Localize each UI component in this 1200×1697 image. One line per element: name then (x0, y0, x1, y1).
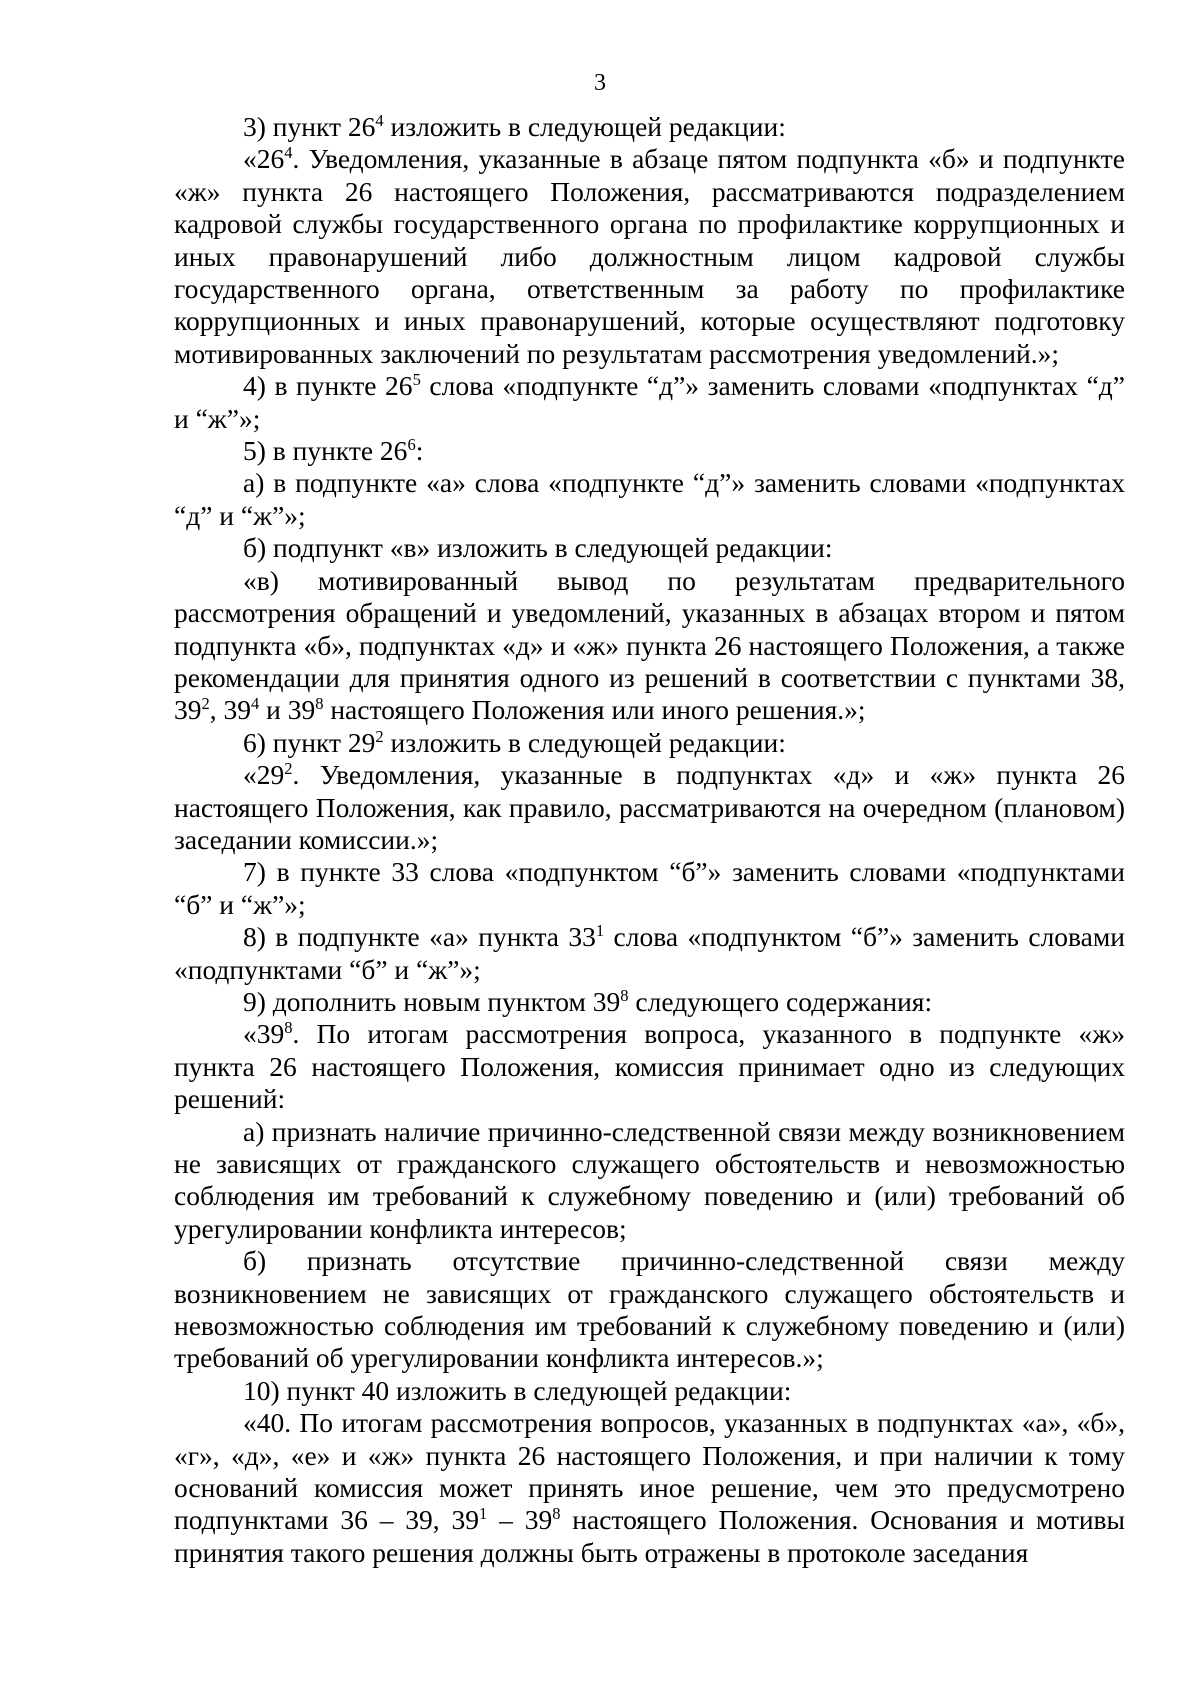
text-run: , 39 (209, 694, 251, 726)
text-run: 10) пункт 40 изложить в следующей редакции: (243, 1374, 792, 1406)
text-run: настоящего Положения. Основания и мотивы принятия такого решения должны быть отражены в протоколе заседания (174, 1504, 1126, 1568)
text-run: а) в подпункте «а» слова «подпункте “д”» заменить словами «подпунктах “д” и “ж”»; (174, 467, 1125, 531)
paragraph (174, 370, 1125, 435)
text-run: : (415, 435, 424, 467)
text-run: настоящего Положения или иного решения.»; (323, 694, 866, 726)
superscript: 8 (620, 986, 629, 1006)
text-run: – 39 (487, 1504, 553, 1536)
text-run: 6) пункт 29 (243, 726, 376, 758)
text-run: . Уведомления, указанные в абзаце пятом подпункта «б» и подпункте «ж» пункта 26 настоящего Положения, рассматриваются подразделением кадровой службы государственного органа по профилактике коррупционных и иных правонарушений либо должностным лицом кадровой службы государственного органа, ответственным за работу по профилактике коррупционных и иных правонарушений, которые осуществляют подготовку мотивированных заключений по результатам рассмотрения уведомлений.»; (174, 143, 1125, 369)
text-run: б) подпункт «в» изложить в следующей редакции: (243, 532, 833, 564)
superscript: 2 (201, 694, 210, 714)
superscript: 8 (284, 1018, 293, 1038)
text-run: и 39 (259, 694, 316, 726)
text-run: «40. По итогам рассмотрения вопросов, указанных в подпунктах «а», «б», «г», «д», «е» и «ж» пункта 26 настоящего Положения, и при наличии к тому оснований комиссия может принять иное решение, чем это предусмотрено подпунктами 36 – 39, 39 (174, 1407, 1125, 1536)
text-run: слова «подпунктом “б”» заменить словами «подпунктами “б” и “ж”»; (174, 921, 1125, 985)
page-number: 3 (594, 70, 606, 96)
superscript: 1 (479, 1504, 488, 1524)
paragraph (174, 143, 1125, 370)
superscript: 8 (552, 1504, 561, 1524)
text-run: «39 (243, 1018, 285, 1050)
text-run: 3) пункт 26 (243, 111, 376, 142)
superscript: 1 (595, 921, 605, 941)
text-run: 5) в пункте 26 (243, 435, 408, 467)
superscript: 2 (284, 759, 293, 779)
document-body (174, 111, 1125, 1569)
text-run: а) признать наличие причинно-следственной связи между возникновением не зависящих от гражданского служащего обстоятельств и невозможностью соблюдения им требований к служебному поведению и (или) требований об урегулировании конфликта интересов; (174, 1115, 1125, 1244)
paragraph (174, 921, 1125, 986)
text-run: . Уведомления, указанные в подпунктах «д» и «ж» пункта 26 настоящего Положения, как правило, рассматриваются на очередном (плановом) заседании комиссии.»; (174, 759, 1125, 855)
superscript: 4 (375, 111, 384, 131)
text-run: изложить в следующей редакции: (383, 111, 786, 142)
paragraph (174, 856, 1125, 921)
text-run: слова «подпункте “д”» заменить словами «подпунктах “д” и “ж”»; (174, 370, 1125, 434)
paragraph (174, 1375, 1125, 1407)
paragraph (174, 467, 1125, 532)
paragraph (174, 111, 1125, 143)
superscript: 4 (284, 143, 293, 163)
text-run: 9) дополнить новым пунктом 39 (243, 985, 621, 1017)
paragraph (174, 1018, 1125, 1115)
text-run: изложить в следующей редакции: (383, 726, 786, 758)
superscript: 8 (315, 694, 324, 714)
paragraph (174, 759, 1125, 856)
superscript: 4 (251, 694, 260, 714)
text-run: 8) в подпункте «а» пункта 33 (243, 921, 596, 953)
superscript: 6 (407, 435, 416, 455)
paragraph (174, 532, 1125, 564)
superscript: 2 (375, 726, 384, 746)
paragraph (174, 1245, 1125, 1375)
paragraph (174, 727, 1125, 759)
text-run: «26 (243, 143, 285, 175)
text-run: «в) мотивированный вывод по результатам предварительного рассмотрения обращений и уведомлений, указанных в абзацах втором и пятом подпункта «б», подпунктах «д» и «ж» пункта 26 настоящего Положения, а также рекомендации для принятия одного из решений в соответствии с пунктами 38, 39 (174, 564, 1125, 726)
paragraph (174, 435, 1125, 467)
text-run: «29 (243, 759, 285, 791)
paragraph (174, 1116, 1125, 1246)
text-run: . По итогам рассмотрения вопроса, указанного в подпункте «ж» пункта 26 настоящего Положения, комиссия принимает одно из следующих решений: (174, 1018, 1125, 1115)
text-run: б) признать отсутствие причинно-следственной связи между возникновением не зависящих от гражданского служащего обстоятельств и невозможностью соблюдения им требований к служебному поведению и (или) требований об урегулировании конфликта интересов.»; (174, 1245, 1125, 1374)
paragraph (174, 1407, 1125, 1569)
text-run: 7) в пункте 33 слова «подпунктом “б”» заменить словами «подпунктами “б” и “ж”»; (174, 856, 1125, 920)
text-run: следующего содержания: (628, 985, 933, 1017)
superscript: 5 (412, 370, 421, 390)
text-run: 4) в пункте 26 (243, 370, 413, 402)
paragraph (174, 565, 1125, 727)
paragraph (174, 986, 1125, 1018)
